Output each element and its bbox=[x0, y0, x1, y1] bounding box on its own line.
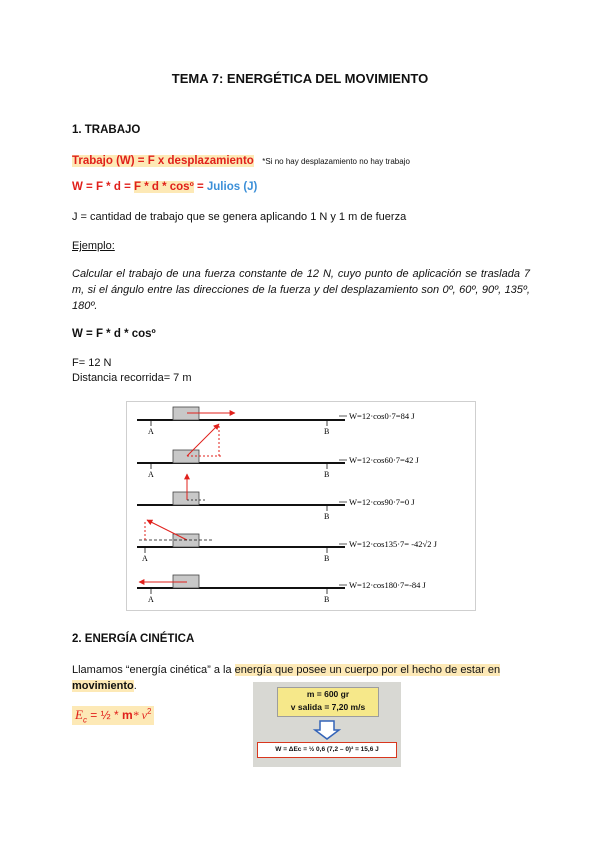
work-formula-part-b: F * d * cosº bbox=[133, 181, 194, 193]
trabajo-definition-label: Trabajo (W) = F x desplazamiento bbox=[72, 155, 254, 167]
point-b-label: B bbox=[324, 512, 330, 521]
trabajo-definition bbox=[72, 151, 410, 169]
kinetic-text-d: . bbox=[133, 680, 137, 692]
point-b-label: B bbox=[324, 427, 330, 436]
joule-definition: J = cantidad de trabajo que se genera aplicando 1 N y 1 m de fuerza bbox=[72, 211, 407, 223]
point-b-label: B bbox=[324, 470, 330, 479]
speed-value: v salida = 7,20 m/s bbox=[290, 702, 366, 712]
work-diagram-svg bbox=[127, 402, 475, 610]
work-result-90: W=12·cos90·7=0 J bbox=[349, 497, 415, 507]
kinetic-text-a: Llamamos “energía cinética” a la bbox=[72, 664, 235, 676]
point-a-label: A bbox=[148, 427, 154, 436]
formula-e: E bbox=[75, 707, 83, 722]
mass-value: m = 600 gr bbox=[306, 689, 350, 699]
formula-v: * v bbox=[132, 708, 147, 722]
example-text: Calcular el trabajo de una fuerza constante de 12 N, cuyo punto de aplicación se traslada 7 m, si el ángulo entre las direcciones de la fuerza y del desplazamiento son 0º, 60º, 90º, 135º, 180º. bbox=[72, 268, 530, 312]
kinetic-definition-line1 bbox=[72, 664, 500, 676]
work-result-0: W=12·cos0·7=84 J bbox=[349, 411, 415, 421]
kinetic-formula bbox=[72, 706, 154, 725]
formula-sub: c bbox=[82, 715, 87, 725]
force-arrow bbox=[147, 520, 187, 540]
section-heading-trabajo: 1. TRABAJO bbox=[72, 124, 141, 136]
section-heading-energia-cinetica: 2. ENERGÍA CINÉTICA bbox=[72, 633, 195, 645]
kinetic-text-b: energía que posee un cuerpo por el hecho de estar en bbox=[234, 664, 501, 676]
work-formula-units: Julios (J) bbox=[206, 181, 258, 193]
work-result-60: W=12·cos60·7=42 J bbox=[349, 455, 419, 465]
formula-m: m bbox=[121, 708, 133, 722]
trabajo-note: *Si no hay desplazamiento no hay trabajo bbox=[262, 157, 410, 166]
kinetic-definition-line2 bbox=[72, 680, 137, 692]
force-arrow bbox=[187, 424, 219, 456]
distance-value: Distancia recorrida= 7 m bbox=[72, 372, 192, 384]
work-result-135: W=12·cos135·7= -42√2 J bbox=[349, 539, 437, 549]
kinetic-text-c: movimiento bbox=[72, 680, 134, 692]
point-b-label: B bbox=[324, 595, 330, 604]
block bbox=[173, 534, 199, 547]
work-formula bbox=[72, 181, 257, 193]
kinetic-example-box bbox=[253, 682, 401, 767]
formula-mid: = ½ * bbox=[86, 708, 122, 722]
formula-sup: 2 bbox=[146, 707, 152, 716]
example-label: Ejemplo: bbox=[72, 240, 115, 252]
work-result-180: W=12·cos180·7=-84 J bbox=[349, 580, 426, 590]
page-title: TEMA 7: ENERGÉTICA DEL MOVIMIENTO bbox=[171, 71, 429, 86]
force-value: F= 12 N bbox=[72, 357, 112, 369]
point-a-label: A bbox=[142, 554, 148, 563]
work-formula-part-c: = bbox=[193, 181, 207, 193]
work-formula-part-a: W = F * d = bbox=[72, 181, 134, 193]
point-b-label: B bbox=[324, 554, 330, 563]
work-formula-bold: W = F * d * cosº bbox=[72, 328, 156, 340]
work-diagram bbox=[126, 401, 476, 611]
block bbox=[173, 492, 199, 505]
work-result-card: W = ΔEc = ½ 0,6 (7,2 – 0)² = 15,6 J bbox=[257, 742, 397, 758]
point-a-label: A bbox=[148, 595, 154, 604]
point-a-label: A bbox=[148, 470, 154, 479]
